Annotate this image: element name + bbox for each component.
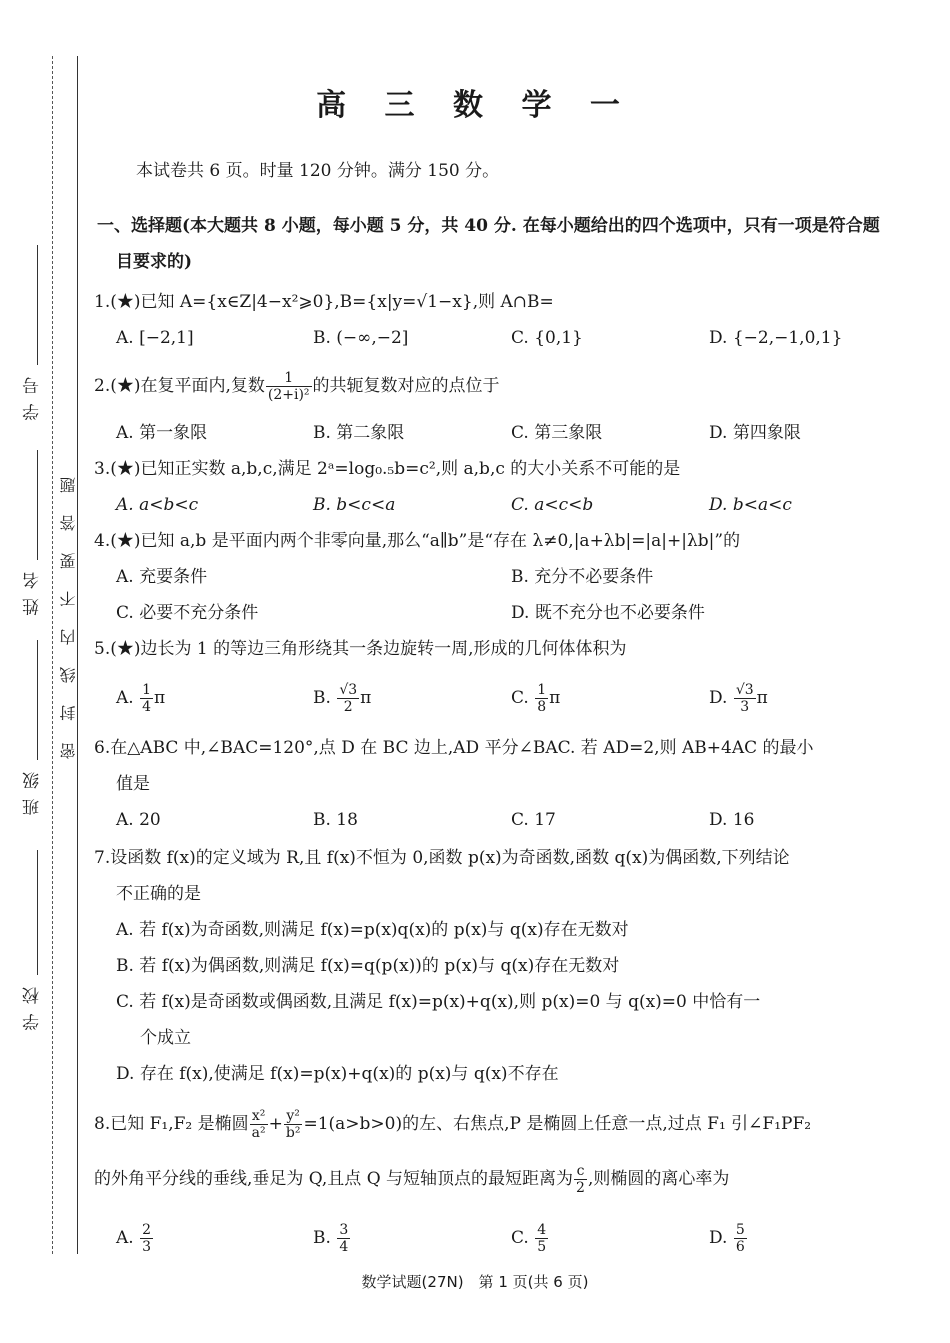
question-8-stem-cont: 的外角平分线的垂线,垂足为 Q,且点 Q 与短轴顶点的最短距离为 $\frac{c}{2}$ ,则椭圆的离心率为 [94,1163,730,1196]
q1-option-d: D. {−2,−1,0,1} [709,328,843,348]
q6-option-c: C. 17 [511,810,556,830]
q1-option-b: B. (−∞,−2] [313,328,409,348]
class-blank [37,640,38,760]
q8-option-a: A. $\frac{2}{3}$ [116,1222,152,1255]
question-5-stem: 5.(★)边长为 1 的等边三角形绕其一条边旋转一周,形成的几何体体积为 [94,639,627,659]
question-8-stem: 8.已知 F₁,F₂ 是椭圆 $\frac{\text{x²}}{\text{a²}}$ + $\frac{\text{y²}}{\text{b²}}$ =1(a>b>0)的左、右焦点,P 是椭圆上任意一点,过点 F₁ 引∠F₁PF₂ [94,1108,812,1141]
question-3-stem: 3.(★)已知正实数 a,b,c,满足 2ᵃ=log₀.₅b=c²,则 a,b,c 的大小关系不可能的是 [94,459,681,479]
q8-option-d: D. $\frac{5}{6}$ [709,1222,745,1255]
q4-option-d: D. 既不充分也不必要条件 [511,603,705,623]
class-label: 班 级 [23,770,43,816]
page-title: 高 三 数 学 一 [316,88,634,123]
q3-option-b: B. b<c<a [313,495,396,515]
name-label: 姓 名 [23,570,43,616]
q6-option-d: D. 16 [709,810,755,830]
question-7-stem: 7.设函数 f(x)的定义域为 R,且 f(x)不恒为 0,函数 p(x)为奇函数,函数 q(x)为偶函数,下列结论 [94,848,790,868]
q7-option-a: A. 若 f(x)为奇函数,则满足 f(x)=p(x)q(x)的 p(x)与 q(x)存在无数对 [116,920,629,940]
binding-dashed-line [52,56,53,1254]
question-6-stem: 6.在△ABC 中,∠BAC=120°,点 D 在 BC 边上,AD 平分∠BAC. 若 AD=2,则 AB+4AC 的最小 [94,738,814,758]
q2-option-b: B. 第二象限 [313,423,405,443]
q1-option-c: C. {0,1} [511,328,583,348]
question-2-stem: 2.(★)在复平面内,复数 $\frac{1}{\text{(2+i)²}}$ 的共轭复数对应的点位于 [94,370,500,403]
student-id-blank [37,245,38,365]
q2-option-c: C. 第三象限 [511,423,603,443]
school-label: 学 校 [23,985,43,1031]
q5-option-d: D. $\frac{√3}{3}$ π [709,682,768,715]
q7-option-c-cont: 个成立 [140,1028,191,1048]
q3-option-c: C. a<c<b [511,495,594,515]
q6-option-b: B. 18 [313,810,358,830]
question-7-stem-cont: 不正确的是 [116,884,201,904]
q1-option-a: A. [−2,1] [116,328,194,348]
q8-option-b: B. $\frac{3}{4}$ [313,1222,349,1255]
q7-option-d: D. 存在 f(x),使满足 f(x)=p(x)+q(x)的 p(x)与 q(x)不存在 [116,1064,559,1084]
q5-option-a: A. $\frac{1}{4}$ π [116,682,166,715]
q2-option-a: A. 第一象限 [116,423,208,443]
q4-option-c: C. 必要不充分条件 [116,603,259,623]
section-heading-cont: 目要求的) [116,252,193,272]
exam-intro: 本试卷共 6 页。时量 120 分钟。满分 150 分。 [136,161,500,181]
question-1-stem: 1.(★)已知 A={x∈Z|4−x²⩾0},B={x|y=√1−x},则 A∩B= [94,292,554,312]
q5-option-b: B. $\frac{√3}{2}$ π [313,682,372,715]
student-id-label: 学 号 [23,375,43,421]
q3-option-a: A. a<b<c [116,495,199,515]
q6-option-a: A. 20 [116,810,161,830]
q8-option-c: C. $\frac{4}{5}$ [511,1222,547,1255]
q2-fraction: $\frac{1}{\text{(2+i)²}}$ [267,370,310,403]
q4-option-a: A. 充要条件 [116,567,208,587]
q4-option-b: B. 充分不必要条件 [511,567,654,587]
q3-option-d: D. b<a<c [709,495,792,515]
question-4-stem: 4.(★)已知 a,b 是平面内两个非零向量,那么“a∥b”是“存在 λ≠0,|a+λb|=|a|+|λb|”的 [94,531,741,551]
section-heading: 一、选择题(本大题共 8 小题，每小题 5 分，共 40 分. 在每小题给出的四个选项中，只有一项是符合题 [97,216,880,236]
q5-option-c: C. $\frac{1}{8}$ π [511,682,561,715]
q7-option-c: C. 若 f(x)是奇函数或偶函数,且满足 f(x)=p(x)+q(x),则 p(x)=0 与 q(x)=0 中恰有一 [116,992,761,1012]
question-6-stem-cont: 值是 [116,774,150,794]
school-blank [37,850,38,975]
q7-option-b: B. 若 f(x)为偶函数,则满足 f(x)=q(p(x))的 p(x)与 q(x)存在无数对 [116,956,620,976]
seal-notice: 密封线内不要答题 [59,455,78,759]
page-footer: 数学试题(27N) 第 1 页(共 6 页) [361,1273,589,1291]
name-blank [37,450,38,560]
q2-option-d: D. 第四象限 [709,423,801,443]
